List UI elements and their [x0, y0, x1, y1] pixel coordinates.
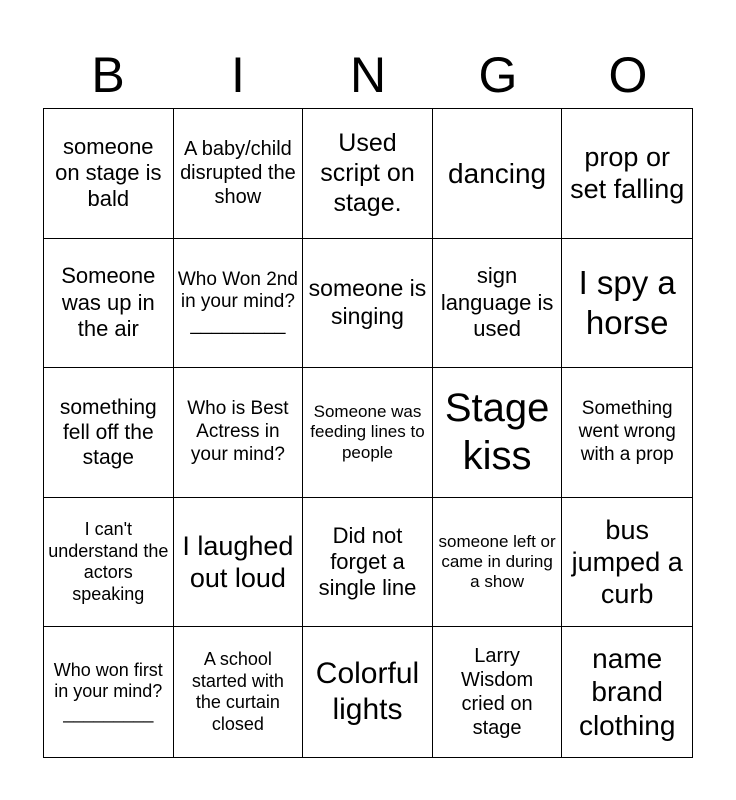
bingo-cell-text: A school started with the curtain closed: [191, 649, 284, 734]
bingo-cell-18[interactable]: [303, 498, 433, 628]
bingo-board: [43, 108, 693, 758]
bingo-cell-text: Who won first in your mind? _________: [53, 659, 163, 723]
bingo-cell-6[interactable]: [44, 239, 174, 369]
bingo-cell-text: Used script on stage.: [320, 129, 415, 218]
bingo-cell-9[interactable]: [433, 239, 563, 369]
bingo-cell-10[interactable]: [562, 239, 692, 369]
header-letter-o: O: [608, 47, 648, 103]
bingo-cell-text: A baby/child disrupted the show: [180, 138, 296, 209]
bingo-cell-4[interactable]: [433, 109, 563, 239]
header-letter-g: G: [478, 47, 518, 103]
bingo-cell-text: dancing: [448, 157, 547, 189]
bingo-cell-2[interactable]: [174, 109, 304, 239]
bingo-header: [43, 42, 693, 108]
bingo-cell-text: Did not forget a single line: [318, 522, 417, 601]
bingo-cell-12[interactable]: [174, 368, 304, 498]
bingo-cell-text: Colorful lights: [315, 657, 420, 727]
bingo-cell-text: someone is singing: [308, 275, 427, 329]
bingo-cell-text: I laughed out loud: [182, 530, 294, 594]
bingo-cell-text: Who is Best Actress in your mind?: [187, 398, 289, 465]
bingo-cell-19[interactable]: [433, 498, 563, 628]
bingo-cell-5[interactable]: [562, 109, 692, 239]
bingo-cell-25[interactable]: [562, 627, 692, 757]
bingo-cell-8[interactable]: [303, 239, 433, 369]
bingo-cell-20[interactable]: [562, 498, 692, 628]
bingo-cell-16[interactable]: [44, 498, 174, 628]
bingo-cell-text: Someone was up in the air: [61, 263, 156, 342]
bingo-cell-3[interactable]: [303, 109, 433, 239]
bingo-cell-21[interactable]: [44, 627, 174, 757]
bingo-cell-text: someone left or came in during a show: [438, 531, 556, 592]
bingo-cell-text: Someone was feeding lines to people: [310, 401, 425, 462]
bingo-cell-text: name brand clothing: [578, 642, 676, 741]
header-letter-i: I: [231, 47, 245, 103]
bingo-cell-text: I spy a horse: [578, 264, 676, 341]
bingo-cell-text: something fell off the stage: [59, 395, 157, 470]
bingo-cell-text: I can't understand the actors speaking: [48, 518, 169, 604]
bingo-cell-13[interactable]: [303, 368, 433, 498]
bingo-cell-text: Stage kiss: [444, 386, 550, 479]
bingo-cell-text: Larry Wisdom cried on stage: [460, 645, 534, 740]
bingo-cell-text: bus jumped a curb: [571, 514, 683, 610]
bingo-cell-11[interactable]: [44, 368, 174, 498]
header-letter-n: N: [349, 47, 387, 103]
bingo-cell-17[interactable]: [174, 498, 304, 628]
bingo-cell-text: prop or set falling: [570, 141, 685, 205]
bingo-cell-23[interactable]: [303, 627, 433, 757]
bingo-cell-14[interactable]: [433, 368, 563, 498]
bingo-cell-1[interactable]: [44, 109, 174, 239]
bingo-cell-text: Something went wrong with a prop: [578, 398, 676, 465]
header-letter-b: B: [91, 47, 125, 103]
bingo-cell-text: sign language is used: [440, 263, 554, 342]
bingo-cell-24[interactable]: [433, 627, 563, 757]
bingo-cell-text: someone on stage is bald: [55, 133, 162, 212]
bingo-cell-22[interactable]: [174, 627, 304, 757]
bingo-cell-7[interactable]: [174, 239, 304, 369]
bingo-cell-text: Who Won 2nd in your mind? _________: [177, 268, 298, 336]
bingo-cell-15[interactable]: [562, 368, 692, 498]
